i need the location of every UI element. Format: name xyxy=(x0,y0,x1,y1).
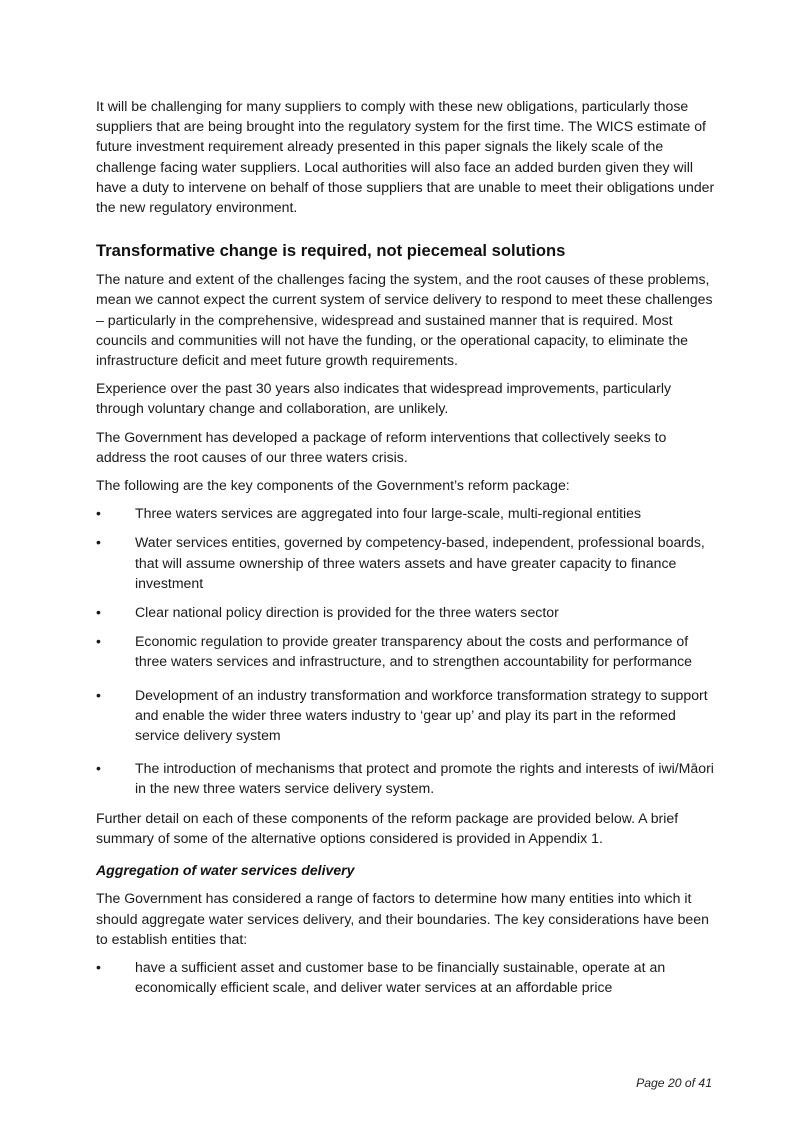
document-page xyxy=(96,96,718,1006)
list-item xyxy=(96,685,718,746)
list-item-text: The introduction of mechanisms that protect and promote the rights and interests of iwi/Māori in the new three waters service delivery system. xyxy=(135,760,714,797)
list-item-text: Economic regulation to provide greater transparency about the costs and performance of three waters services and infrastructure, and to strengthen accountability for performance xyxy=(135,633,692,670)
bullet-icon: • xyxy=(96,534,101,551)
subsection-paragraph: The Government has considered a range of factors to determine how many entities into which it should aggregate water services delivery, and their boundaries. The key considerations have been to establish entities that: xyxy=(96,890,709,947)
list-item xyxy=(96,631,718,671)
list-item xyxy=(96,957,718,997)
list-item xyxy=(96,602,718,622)
list-item xyxy=(96,503,718,523)
list-item-text: Water services entities, governed by competency-based, independent, professional boards, that will assume ownership of three waters assets and have greater capacity to finance investment xyxy=(135,534,705,591)
list-item xyxy=(96,758,718,798)
list-item-text: have a sufficient asset and customer base to be financially sustainable, operate at an economically efficient scale, and deliver water services at an affordable price xyxy=(135,958,666,996)
bullet-icon: • xyxy=(96,686,101,703)
list-item-text: Three waters services are aggregated into four large-scale, multi-regional entities xyxy=(135,505,642,522)
intro-paragraph: It will be challenging for many suppliers to comply with these new obligations, particularly those suppliers that are being brought into the regulatory system for the first time. The WICS estimate of future investment requirement already presented in this paper signals the likely scale of the challenge facing water suppliers. Local authorities will also face an added burden given they will have a duty to intervene on behalf of those suppliers that are unable to meet their obligations under the new regulatory environment. xyxy=(96,98,715,216)
bullet-icon: • xyxy=(96,633,101,650)
page-number: Page 20 of 41 xyxy=(636,1076,712,1090)
section-paragraph-2: Experience over the past 30 years also indicates that widespread improvements, particularly through voluntary change and collaboration, are unlikely. xyxy=(96,380,672,417)
reform-components-list xyxy=(96,503,718,798)
list-item-text: Clear national policy direction is provided for the three waters sector xyxy=(135,604,559,621)
section-paragraph-3: The Government has developed a package of reform interventions that collectively seeks to address the root causes of our three waters crisis. xyxy=(96,428,667,465)
considerations-list xyxy=(96,957,718,997)
bullet-icon: • xyxy=(96,958,101,975)
section-paragraph-4: The following are the key components of the Government’s reform package: xyxy=(96,477,570,494)
section-heading: Transformative change is required, not piecemeal solutions xyxy=(96,241,566,261)
bullet-icon: • xyxy=(96,604,101,621)
bullet-icon: • xyxy=(96,760,101,777)
subsection-heading: Aggregation of water services delivery xyxy=(96,862,355,879)
section-paragraph-1: The nature and extent of the challenges facing the system, and the root causes of these problems, mean we cannot expect the current system of service delivery to respond to meet these challenges – particularly in the comprehensive, widespread and sustained manner that is required. Most councils and communities will not have the funding, or the operational capacity, to eliminate the infrastructure deficit and meet future growth requirements. xyxy=(96,271,713,369)
list-item-text: Development of an industry transformation and workforce transformation strategy to support and enable the wider three waters industry to ‘gear up’ and play its part in the reformed service delivery system xyxy=(135,686,708,744)
bullet-icon: • xyxy=(96,505,101,522)
list-item xyxy=(96,532,718,593)
section-closing-paragraph: Further detail on each of these components of the reform package are provided below. A brief summary of some of the alternative options considered is provided in Appendix 1. xyxy=(96,809,679,846)
